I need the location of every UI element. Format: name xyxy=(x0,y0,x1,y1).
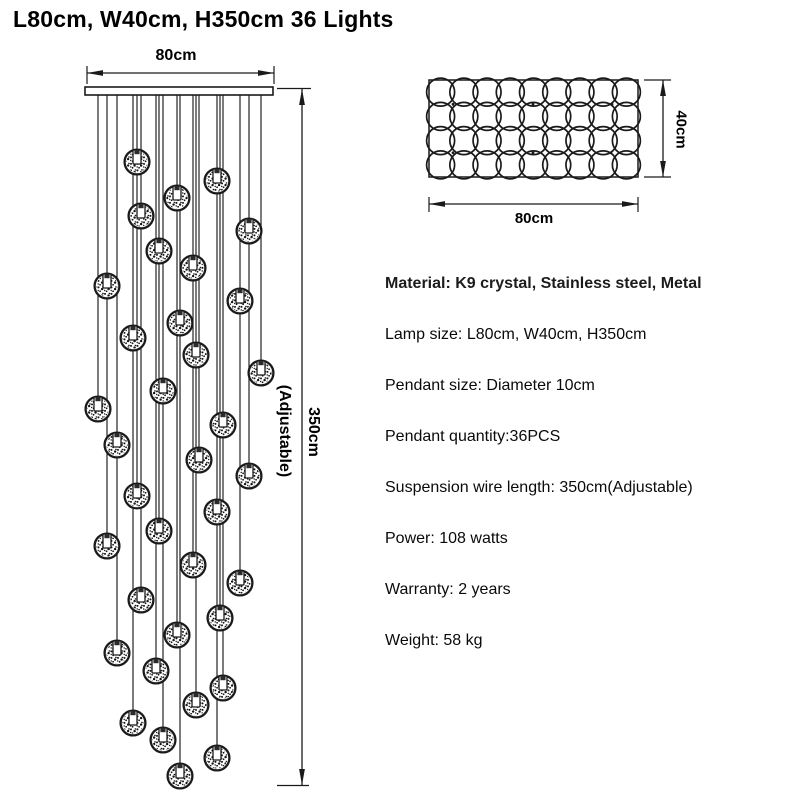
spec-lamp-size: Lamp size: L80cm, W40cm, H350cm xyxy=(385,326,647,343)
ball-socket-cap xyxy=(177,764,182,768)
ball-socket-cap xyxy=(174,186,179,190)
ball-socket-cap xyxy=(246,219,251,223)
pendant-ball xyxy=(121,711,146,736)
pendant-ball xyxy=(228,571,253,596)
ball-socket-cap xyxy=(130,711,135,715)
joint-dot xyxy=(452,151,455,154)
pendant-ball xyxy=(249,361,274,386)
pendant-ball xyxy=(121,326,146,351)
pendant-ball xyxy=(184,693,209,718)
ball-socket-cap xyxy=(134,150,139,154)
arrowhead xyxy=(258,70,274,76)
top-width-dimension-label: 80cm xyxy=(514,210,554,227)
pendant-ball xyxy=(147,239,172,264)
specifications-list xyxy=(385,274,702,682)
arrowhead xyxy=(299,89,305,105)
pendant-ball xyxy=(165,186,190,211)
ball-socket-cap xyxy=(160,379,165,383)
pendant-ball xyxy=(205,169,230,194)
ball-socket-cap xyxy=(214,500,219,504)
spec-warranty: Warranty: 2 years xyxy=(385,581,511,598)
top-view-frame xyxy=(429,80,638,177)
pendant-ball xyxy=(168,311,193,336)
ball-socket-cap xyxy=(237,289,242,293)
arrowhead xyxy=(87,70,103,76)
pendant-ball xyxy=(125,150,150,175)
adjustable-note-label: (Adjustable) xyxy=(276,384,293,478)
ball-socket-cap xyxy=(174,623,179,627)
ball-socket-cap xyxy=(104,534,109,538)
pendant-ball xyxy=(95,274,120,299)
ceiling-plate-bar xyxy=(85,87,273,95)
pendant-ball xyxy=(147,519,172,544)
pendant-ball xyxy=(125,484,150,509)
spec-power: Power: 108 watts xyxy=(385,530,508,547)
pendant-ball xyxy=(181,256,206,281)
pendant-ball xyxy=(151,379,176,404)
pendant-ball xyxy=(184,343,209,368)
ball-socket-cap xyxy=(134,484,139,488)
ball-socket-cap xyxy=(237,571,242,575)
pendant-ball xyxy=(129,204,154,229)
ball-socket-cap xyxy=(114,641,119,645)
ceiling-plate xyxy=(85,87,273,95)
top-view-rect xyxy=(429,80,638,177)
spec-pendant-quantity: Pendant quantity:36PCS xyxy=(385,428,561,445)
spec-pendant-size: Pendant size: Diameter 10cm xyxy=(385,377,595,394)
pendant-ball xyxy=(211,676,236,701)
front-width-dimension-label: 80cm xyxy=(155,47,197,64)
pendant-ball xyxy=(105,433,130,458)
ball-socket-cap xyxy=(246,464,251,468)
pendant-ball xyxy=(168,764,193,789)
ball-socket-cap xyxy=(214,169,219,173)
ball-socket-cap xyxy=(214,746,219,750)
top-height-dimension xyxy=(644,80,671,177)
pendant-ball xyxy=(211,413,236,438)
ball-socket-cap xyxy=(193,343,198,347)
ball-socket-cap xyxy=(160,728,165,732)
ball-socket-cap xyxy=(177,311,182,315)
ball-socket-cap xyxy=(95,397,100,401)
pendant-ball xyxy=(205,746,230,771)
ball-socket-cap xyxy=(156,519,161,523)
pendant-ball xyxy=(237,219,262,244)
pendant-ball xyxy=(129,588,154,613)
joint-dot xyxy=(532,151,535,154)
pendant-ball xyxy=(86,397,111,422)
pendant-ball xyxy=(144,659,169,684)
ball-socket-cap xyxy=(190,553,195,557)
ball-socket-cap xyxy=(156,239,161,243)
ball-socket-cap xyxy=(104,274,109,278)
top-view-drawing xyxy=(427,78,671,212)
spec-weight: Weight: 58 kg xyxy=(385,632,483,649)
pendant-ball xyxy=(205,500,230,525)
arrowhead xyxy=(429,201,445,207)
arrowhead xyxy=(622,201,638,207)
ball-socket-cap xyxy=(138,204,143,208)
front-height-dimension-label: 350cm xyxy=(305,407,322,457)
ball-socket-cap xyxy=(193,693,198,697)
ball-socket-cap xyxy=(196,448,201,452)
ball-socket-cap xyxy=(220,676,225,680)
pendant-ball xyxy=(187,448,212,473)
ball-socket-cap xyxy=(258,361,263,365)
spec-suspension-wire-length: Suspension wire length: 350cm(Adjustable) xyxy=(385,479,693,496)
ball-socket-cap xyxy=(220,413,225,417)
joint-dot xyxy=(610,151,613,154)
pendant-ball xyxy=(105,641,130,666)
ball-socket-cap xyxy=(138,588,143,592)
ball-socket-cap xyxy=(153,659,158,663)
ball-socket-cap xyxy=(130,326,135,330)
ball-socket-cap xyxy=(114,433,119,437)
arrowhead xyxy=(660,161,666,177)
pendant-ball xyxy=(208,606,233,631)
top-height-dimension-label: 40cm xyxy=(672,110,690,149)
arrowhead xyxy=(299,769,305,785)
front-width-dimension xyxy=(87,66,274,84)
top-view-pendant-circles xyxy=(427,78,641,179)
joint-dot xyxy=(452,103,455,106)
pendant-ball xyxy=(228,289,253,314)
pendant-ball xyxy=(95,534,120,559)
page-title: L80cm, W40cm, H350cm 36 Lights xyxy=(13,6,394,32)
joint-dot xyxy=(611,103,614,106)
ball-socket-cap xyxy=(217,606,222,610)
ball-socket-cap xyxy=(190,256,195,260)
pendant-ball xyxy=(181,553,206,578)
spec-material: Material: K9 crystal, Stainless steel, Metal xyxy=(385,275,702,292)
pendant-ball xyxy=(165,623,190,648)
pendant-ball xyxy=(237,464,262,489)
arrowhead xyxy=(660,80,666,96)
joint-dot xyxy=(532,103,535,106)
pendant-ball xyxy=(151,728,176,753)
